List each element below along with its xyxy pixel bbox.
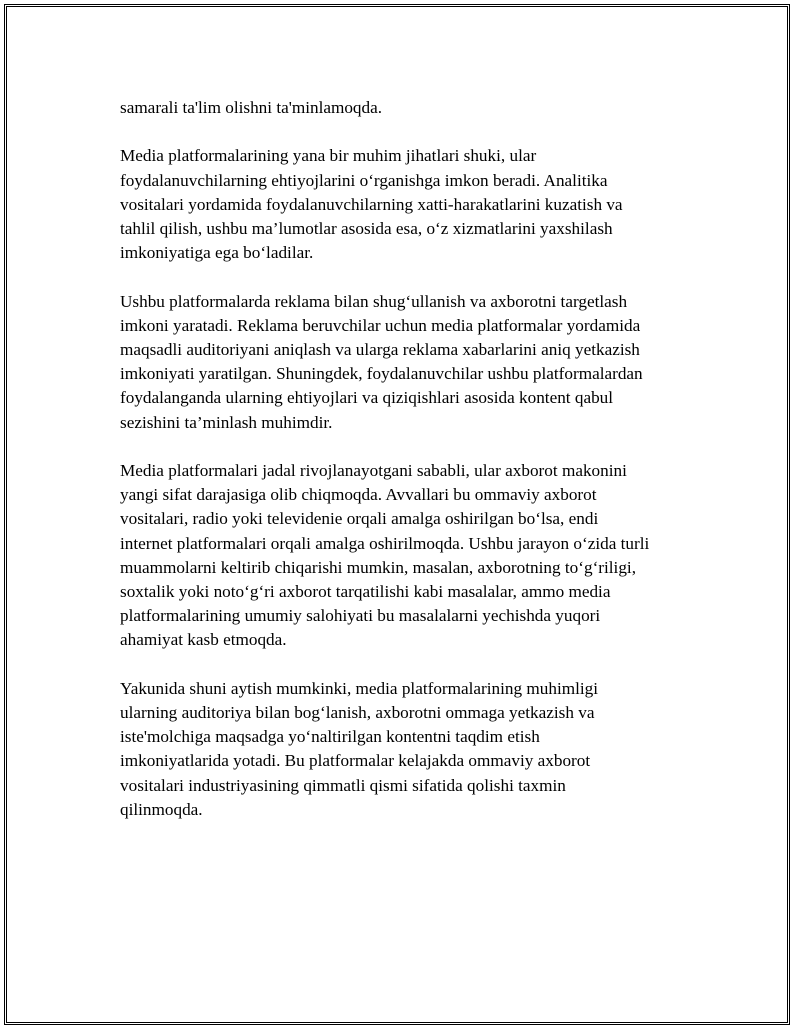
text-line: samarali ta'lim olishni ta'minlamoqda. <box>120 98 383 117</box>
text-line: vositalari industriyasining qimmatli qismi sifatida qolishi taxmin <box>120 775 566 795</box>
text-line: imkoniyatiga ega bo‘ladilar. <box>120 243 314 263</box>
text-line: yangi sifat darajasiga olib chiqmoqda. Avvallari bu ommaviy axborot <box>120 485 597 505</box>
text-line: ahamiyat kasb etmoqda. <box>120 630 287 650</box>
paragraph <box>120 96 680 120</box>
text-line: imkoniyatlarida yotadi. Bu platformalar kelajakda ommaviy axborot <box>120 751 591 771</box>
text-line: internet platformalari orqali amalga oshirilmoqda. Ushbu jarayon o‘zida turli <box>120 533 650 553</box>
text-line: Ushbu platformalarda reklama bilan shug‘ullanish va axborotni targetlash <box>120 291 628 311</box>
text-line: foydalanganda ularning ehtiyojlari va qiziqishlari asosida kontent qabul <box>120 388 614 408</box>
text-line: Yakunida shuni aytish mumkinki, media platformalarining muhimligi <box>120 678 599 698</box>
text-line: qilinmoqda. <box>120 799 203 819</box>
text-line: imkoni yaratadi. Reklama beruvchilar uchun media platformalar yordamida <box>120 315 641 335</box>
text-line: muammolarni keltirib chiqarishi mumkin, masalan, axborotning to‘g‘riligi, <box>120 557 637 577</box>
text-line: foydalanuvchilarning ehtiyojlarini o‘rganishga imkon beradi. Analitika <box>120 170 608 190</box>
document-body <box>120 96 680 846</box>
text-line: platformalarining umumiy salohiyati bu masalalarni yechishda yuqori <box>120 606 601 626</box>
text-line: maqsadli auditoriyani aniqlash va ularga reklama xabarlarini aniq yetkazish <box>120 340 640 359</box>
text-line: tahlil qilish, ushbu ma’lumotlar asosida esa, o‘z xizmatlarini yaxshilash <box>120 219 613 238</box>
text-line: Media platformalari jadal rivojlanayotgani sababli, ular axborot makonini <box>120 461 627 480</box>
paragraph <box>120 677 680 822</box>
document-page <box>4 4 790 1025</box>
text-line: vositalari, radio yoki televidenie orqali amalga oshirilgan bo‘lsa, endi <box>120 509 599 529</box>
paragraph <box>120 144 680 265</box>
paragraph <box>120 290 680 435</box>
text-line: ularning auditoriya bilan bog‘lanish, axborotni ommaga yetkazish va <box>120 703 595 723</box>
text-line: vositalari yordamida foydalanuvchilarning xatti-harakatlarini kuzatish va <box>120 194 623 214</box>
paragraph <box>120 459 680 653</box>
text-line: imkoniyati yaratilgan. Shuningdek, foydalanuvchilar ushbu platformalardan <box>120 364 643 384</box>
text-line: Media platformalarining yana bir muhim jihatlari shuki, ular <box>120 146 537 166</box>
text-line: soxtalik yoki noto‘g‘ri axborot tarqatilishi kabi masalalar, ammo media <box>120 582 611 602</box>
text-line: sezishini ta’minlash muhimdir. <box>120 412 333 432</box>
text-line: iste'molchiga maqsadga yo‘naltirilgan kontentni taqdim etish <box>120 727 540 747</box>
